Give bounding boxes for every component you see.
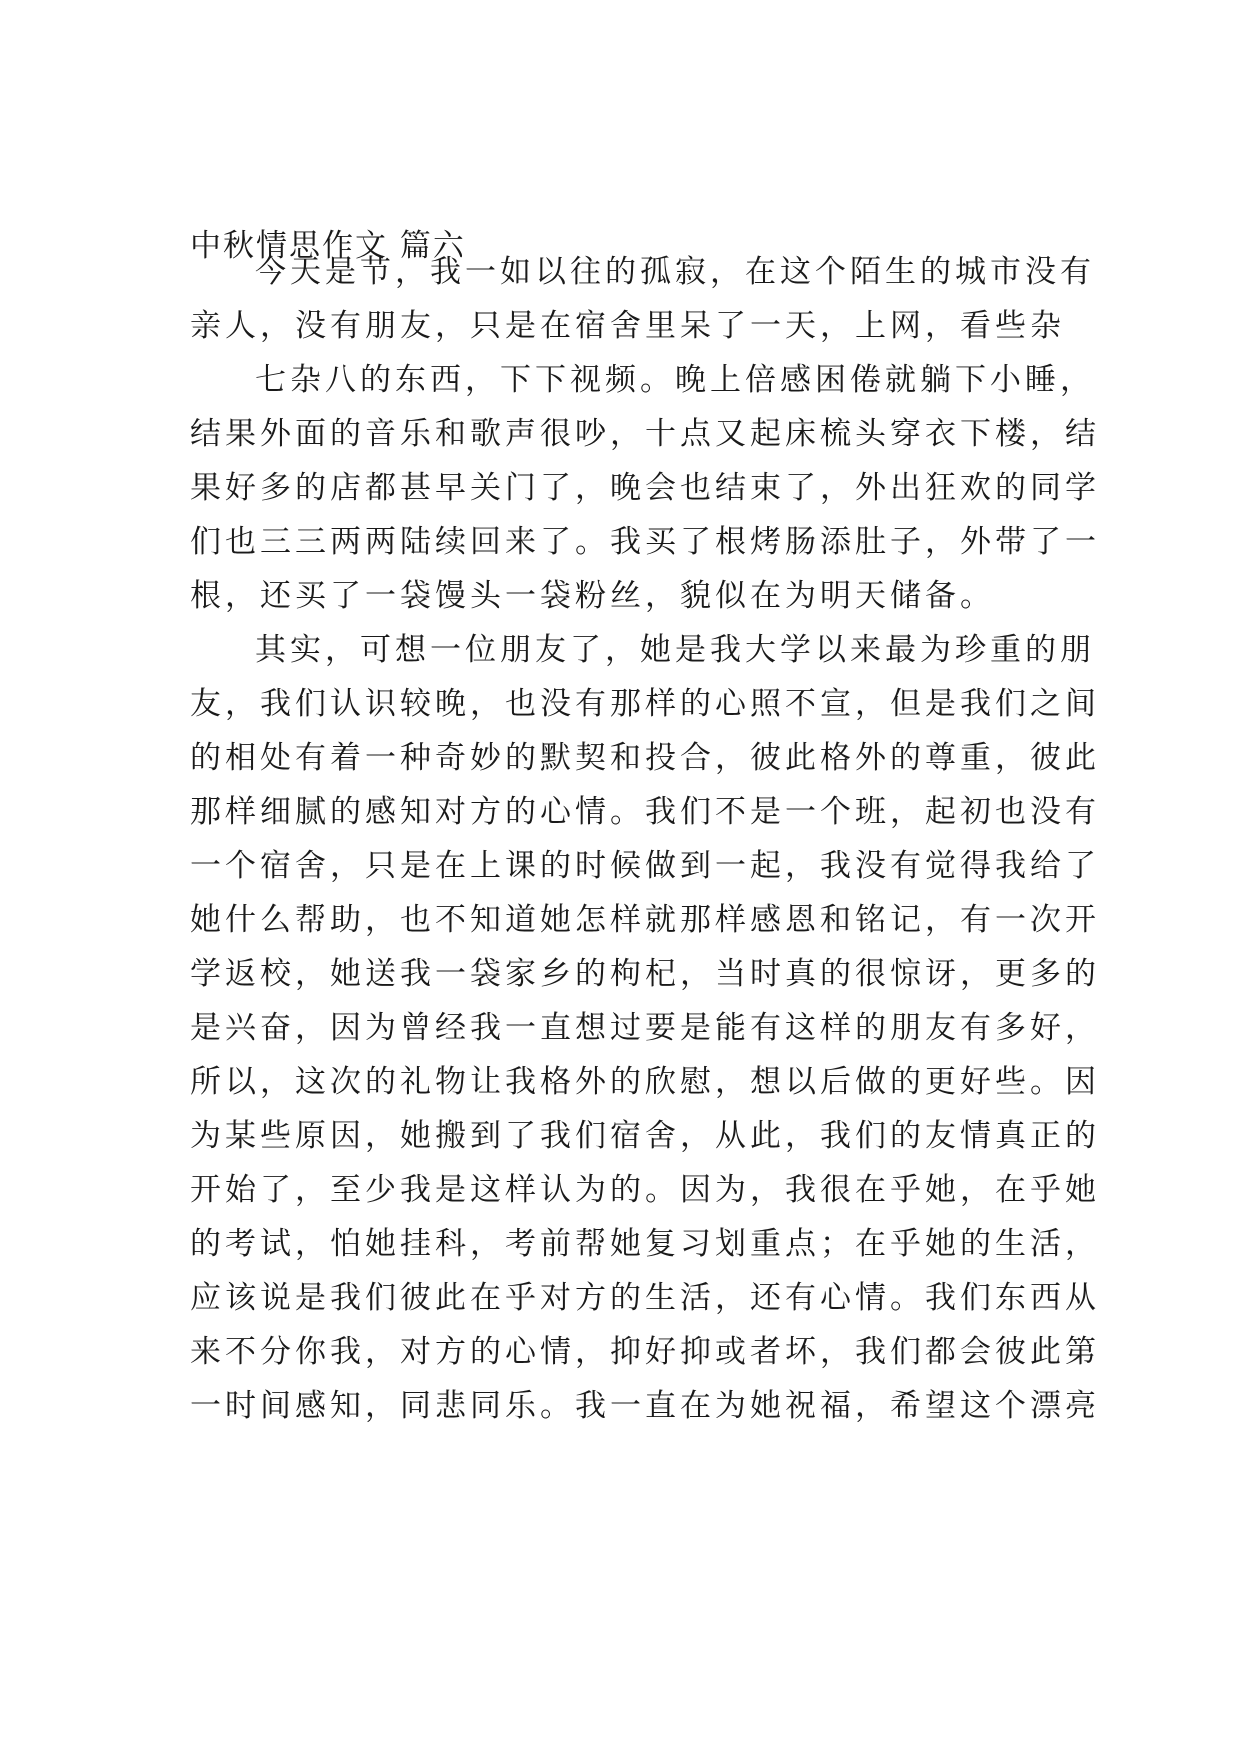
paragraph-line: 那样细腻的感知对方的心情。我们不是一个班，起初也没有 bbox=[190, 794, 1100, 830]
paragraph-line: 七杂八的东西，下下视频。晚上倍感困倦就躺下小睡， bbox=[255, 362, 1095, 398]
paragraph-line: 为某些原因，她搬到了我们宿舍，从此，我们的友情真正的 bbox=[190, 1118, 1100, 1154]
paragraph-line: 今天是节，我一如以往的孤寂，在这个陌生的城市没有 bbox=[255, 254, 1095, 290]
paragraph-line: 亲人，没有朋友，只是在宿舍里呆了一天，上网，看些杂 bbox=[190, 308, 1065, 344]
paragraph-line: 来不分你我，对方的心情，抑好抑或者坏，我们都会彼此第 bbox=[190, 1334, 1100, 1370]
paragraph-line: 的考试，怕她挂科，考前帮她复习划重点；在乎她的生活， bbox=[190, 1226, 1100, 1262]
paragraph-line: 开始了，至少我是这样认为的。因为，我很在乎她，在乎她 bbox=[190, 1172, 1100, 1208]
paragraph-line: 们也三三两两陆续回来了。我买了根烤肠添肚子，外带了一 bbox=[190, 524, 1100, 560]
paragraph-line: 学返校，她送我一袋家乡的枸杞，当时真的很惊讶，更多的 bbox=[190, 956, 1100, 992]
paragraph-line: 其实，可想一位朋友了，她是我大学以来最为珍重的朋 bbox=[255, 632, 1095, 668]
paragraph-line: 一个宿舍，只是在上课的时候做到一起，我没有觉得我给了 bbox=[190, 848, 1100, 884]
paragraph-line: 结果外面的音乐和歌声很吵，十点又起床梳头穿衣下楼，结 bbox=[190, 416, 1100, 452]
paragraph-line: 应该说是我们彼此在乎对方的生活，还有心情。我们东西从 bbox=[190, 1280, 1100, 1316]
paragraph-line: 根，还买了一袋馒头一袋粉丝，貌似在为明天储备。 bbox=[190, 578, 995, 614]
paragraph-line: 的相处有着一种奇妙的默契和投合，彼此格外的尊重，彼此 bbox=[190, 740, 1100, 776]
paragraph-line: 一时间感知，同悲同乐。我一直在为她祝福，希望这个漂亮 bbox=[190, 1388, 1100, 1424]
document-title: 中秋情思作文 篇六 bbox=[190, 228, 466, 264]
paragraph-line: 她什么帮助，也不知道她怎样就那样感恩和铭记，有一次开 bbox=[190, 902, 1100, 938]
paragraph-line: 所以，这次的礼物让我格外的欣慰，想以后做的更好些。因 bbox=[190, 1064, 1100, 1100]
paragraph-line: 友，我们认识较晚，也没有那样的心照不宣，但是我们之间 bbox=[190, 686, 1100, 722]
paragraph-line: 是兴奋，因为曾经我一直想过要是能有这样的朋友有多好， bbox=[190, 1010, 1100, 1046]
paragraph-line: 果好多的店都甚早关门了，晚会也结束了，外出狂欢的同学 bbox=[190, 470, 1100, 506]
